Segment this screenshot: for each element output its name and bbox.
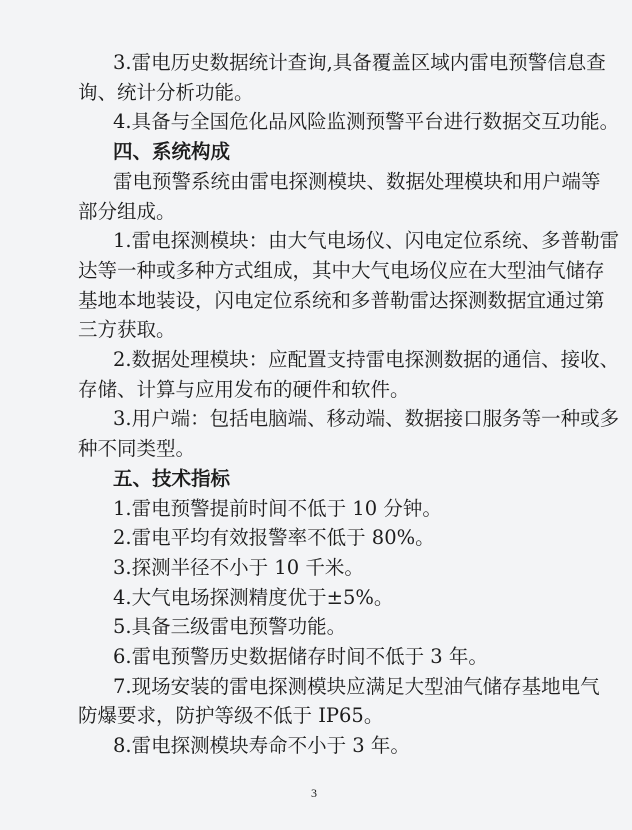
text-line: 三方获取。 <box>78 318 176 342</box>
text-line: 基地本地装设，闪电定位系统和多普勒雷达探测数据宜通过第 <box>78 288 605 312</box>
text-line: 2.数据处理模块：应配置支持雷电探测数据的通信、接收、 <box>113 348 620 371</box>
text-line: 4.大气电场探测精度优于±5%。 <box>113 585 394 609</box>
text-line: 1.雷电探测模块：由大气电场仪、闪电定位系统、多普勒雷 <box>113 229 620 253</box>
text-line: 2.雷电平均有效报警率不低于 80%。 <box>113 526 435 550</box>
text-line: 达等一种或多种方式组成，其中大气电场仪应在大型油气储存 <box>78 258 605 282</box>
text-line: 3.雷电历史数据统计查询,具备覆盖区域内雷电预警信息查 <box>113 51 606 74</box>
text-line: 1.雷电预警提前时间不低于 10 分钟。 <box>113 496 442 520</box>
text-line: 存储、计算与应用发布的硬件和软件。 <box>78 377 410 401</box>
text-line: 8.雷电探测模块寿命不小于 3 年。 <box>113 734 410 758</box>
text-line: 3.用户端：包括电脑端、移动端、数据接口服务等一种或多 <box>113 407 620 431</box>
text-line: 雷电预警系统由雷电探测模块、数据处理模块和用户端等 <box>113 169 601 193</box>
text-line: 种不同类型。 <box>78 437 196 461</box>
text-line: 4.具备与全国危化品风险监测预警平台进行数据交互功能。 <box>113 110 620 134</box>
text-line: 防爆要求，防护等级不低于 IP65。 <box>78 704 384 728</box>
text-line: 5.具备三级雷电预警功能。 <box>113 615 347 639</box>
text-line: 四、系统构成 <box>113 140 231 164</box>
text-line: 3.探测半径不小于 10 千米。 <box>113 555 364 579</box>
page-number: 3 <box>311 786 317 800</box>
text-line: 部分组成。 <box>78 199 176 223</box>
text-line: 五、技术指标 <box>113 466 231 490</box>
text-line: 询、统计分析功能。 <box>78 80 254 104</box>
text-line: 7.现场安装的雷电探测模块应满足大型油气储存基地电气 <box>113 674 600 698</box>
text-line: 6.雷电预警历史数据储存时间不低于 3 年。 <box>113 645 488 668</box>
